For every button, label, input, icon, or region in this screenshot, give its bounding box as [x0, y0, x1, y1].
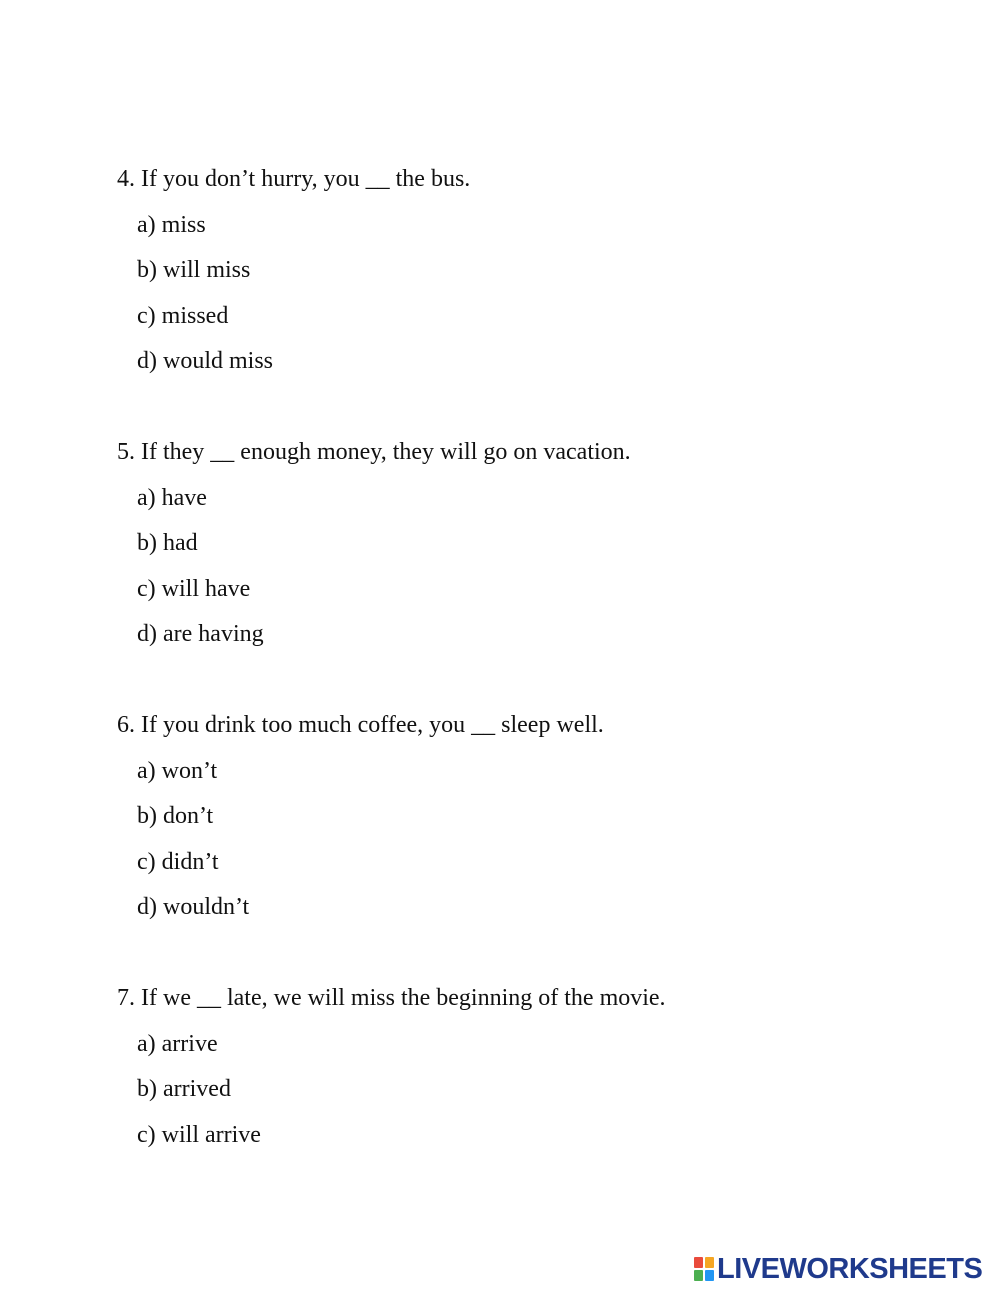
liveworksheets-logo-icon [693, 1256, 715, 1282]
answer-options [117, 1028, 977, 1151]
option-c[interactable]: c) will have [137, 575, 251, 602]
option-d[interactable]: d) are having [137, 621, 264, 647]
option-b[interactable]: b) will miss [137, 257, 251, 283]
brand-name: LIVEWORKSHEETS [717, 1253, 983, 1285]
question-stem: 6. If you drink too much coffee, you __ sleep well. [117, 712, 604, 738]
option-b[interactable]: b) had [137, 530, 198, 556]
question-6 [117, 709, 977, 923]
question-4 [117, 163, 977, 377]
question-stem: 7. If we __ late, we will miss the beginning of the movie. [117, 985, 666, 1011]
option-c[interactable]: c) will arrive [137, 1121, 261, 1148]
question-5 [117, 436, 977, 650]
question-7 [117, 982, 977, 1151]
question-stem: 5. If they __ enough money, they will go on vacation. [117, 439, 631, 465]
answer-options [117, 209, 977, 378]
liveworksheets-brand [693, 1252, 982, 1286]
option-a[interactable]: a) miss [137, 211, 206, 238]
option-c[interactable]: c) missed [137, 302, 229, 329]
option-a[interactable]: a) have [137, 484, 207, 511]
answer-options [117, 482, 977, 651]
option-a[interactable]: a) arrive [137, 1030, 218, 1057]
answer-options [117, 755, 977, 924]
option-b[interactable]: b) arrived [137, 1076, 231, 1102]
question-stem: 4. If you don’t hurry, you __ the bus. [117, 166, 471, 192]
option-b[interactable]: b) don’t [137, 803, 214, 829]
option-d[interactable]: d) would miss [137, 348, 274, 374]
option-c[interactable]: c) didn’t [137, 848, 219, 875]
option-d[interactable]: d) wouldn’t [137, 894, 250, 920]
option-a[interactable]: a) won’t [137, 757, 218, 784]
